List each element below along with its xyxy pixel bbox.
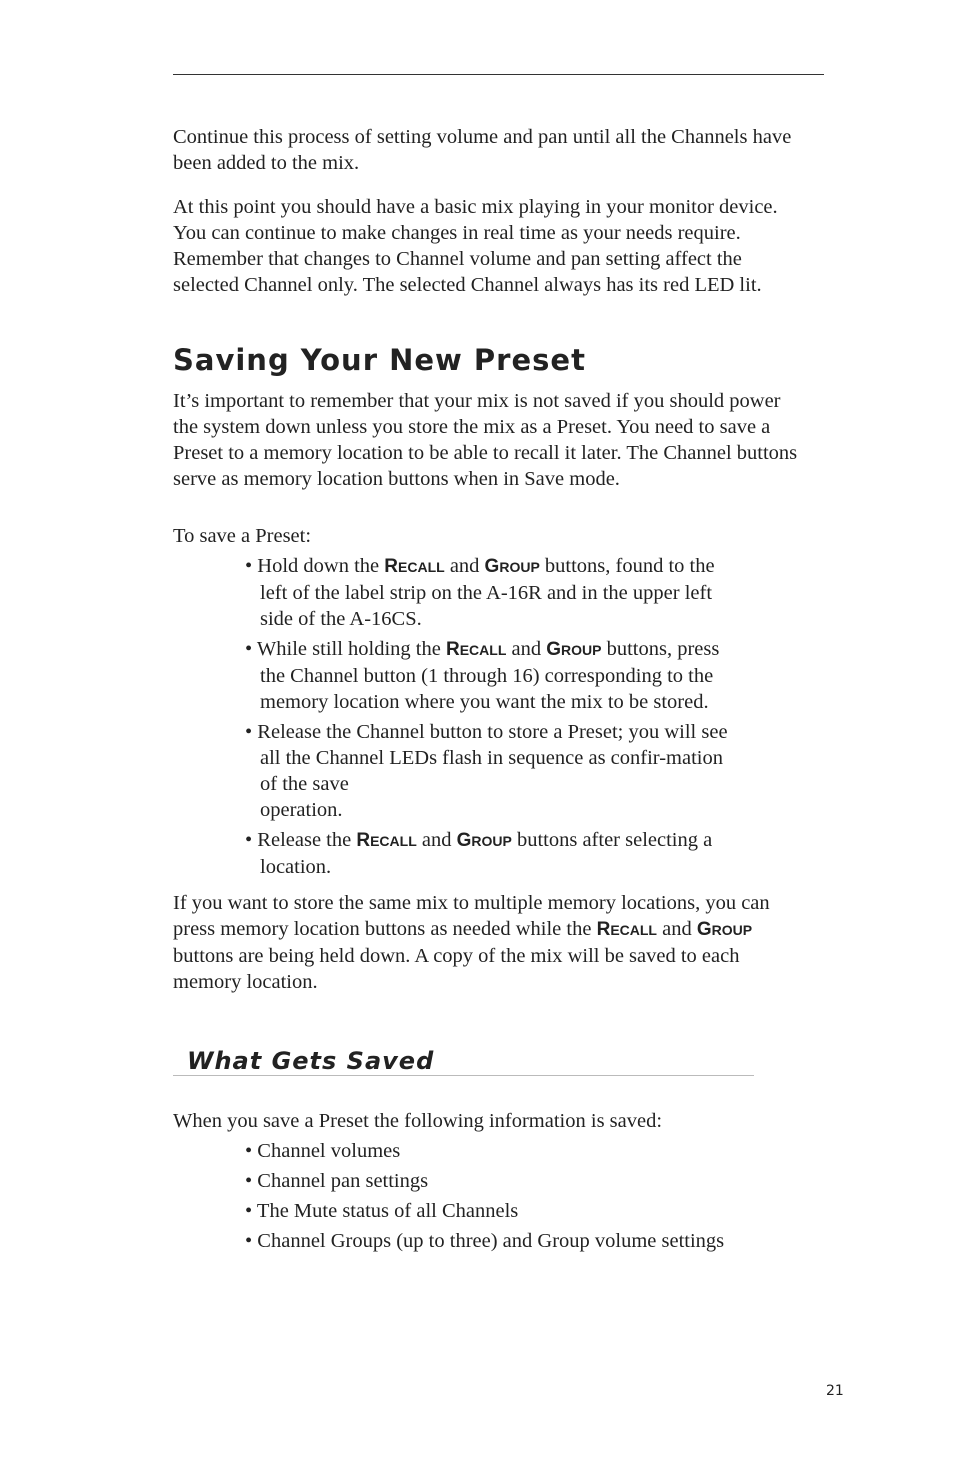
page-number: 21 [826, 1383, 844, 1399]
section-title: Saving Your New Preset [173, 343, 586, 377]
group-button-name: GROUP [696, 919, 753, 940]
subsection-title: What Gets Saved [173, 1047, 754, 1076]
save-step: • Release the RECALL and GROUP buttons after selecting a location. [245, 829, 713, 878]
to-save-label: To save a Preset: [173, 525, 312, 547]
recall-button-name: RECALL [384, 556, 445, 577]
saved-item: • Channel volumes [245, 1140, 401, 1162]
section-intro: It’s important to remember that your mix is not saved if you should power the system down unless you store the mix as a Preset. You need to save a Preset to a memory location to be able to recall it later. The Channel buttons serve as memory location buttons when in Save mode. [173, 390, 798, 490]
paragraph-basic-mix: At this point you should have a basic mix playing in your monitor device. You can continue to make changes in real time as your needs require. Remember that changes to Channel volume and pan setting affect the selected Channel only. The selected Channel always has its red LED lit. [173, 196, 778, 296]
save-steps-list [173, 553, 745, 880]
save-step: • Release the Channel button to store a Preset; you will see all the Channel LEDs flash in sequence as confir-mation of the save operation. [245, 721, 728, 821]
page-content [173, 124, 803, 1258]
saved-item: • The Mute status of all Channels [245, 1200, 519, 1222]
group-button-name: GROUP [484, 556, 540, 577]
header-rule [173, 74, 824, 75]
save-step: • Hold down the RECALL and GROUP buttons, found to the left of the label strip on the A-16R and in the upper left side of the A-16CS. [245, 555, 715, 630]
recall-button-name: RECALL [445, 639, 507, 660]
recall-button-name: RECALL [356, 830, 417, 851]
group-button-name: GROUP [546, 639, 602, 660]
saved-item: • Channel pan settings [245, 1170, 429, 1192]
paragraph-continue: Continue this process of setting volume and pan until all the Channels have been added to the mix. [173, 126, 792, 174]
saved-item: • Channel Groups (up to three) and Group volume settings [245, 1230, 725, 1252]
subsection-intro: When you save a Preset the following information is saved: [173, 1110, 663, 1132]
recall-button-name: RECALL [596, 919, 657, 940]
saved-items-list [173, 1138, 745, 1254]
group-button-name: GROUP [456, 830, 512, 851]
save-step: • While still holding the RECALL and GROUP buttons, press the Channel button (1 through 16) corresponding to the memory location where you want the mix to be stored. [245, 638, 720, 713]
paragraph-store-multiple: If you want to store the same mix to multiple memory locations, you can press memory location buttons as needed while the RECALL and GROUP buttons are being held down. A copy of the mix will be saved to each memory location. [173, 892, 770, 993]
